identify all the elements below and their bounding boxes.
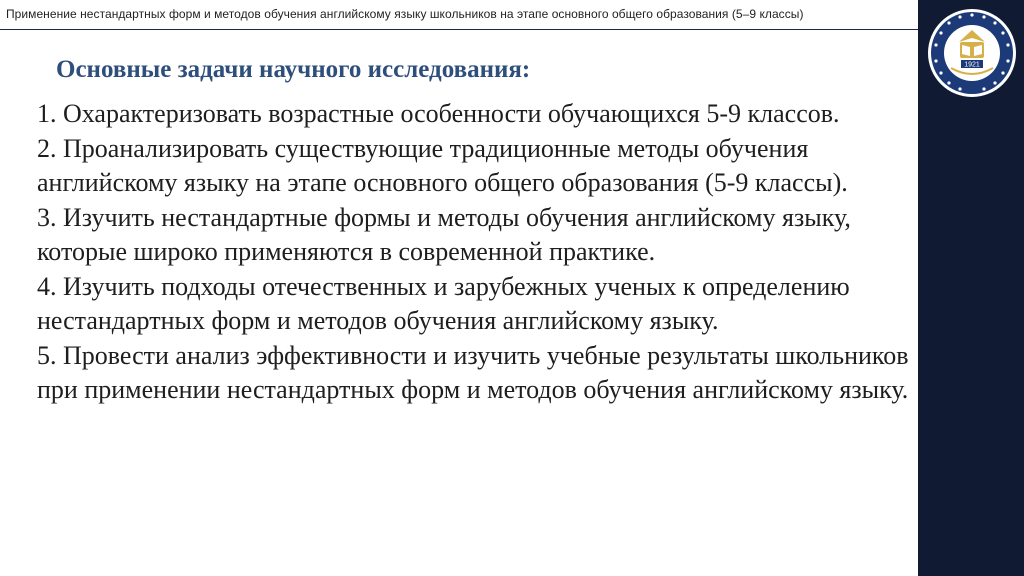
slide-header [0, 0, 918, 30]
slide-title: Основные задачи научного исследования: [56, 56, 531, 83]
university-seal-icon [927, 8, 1017, 98]
task-item-2: 2. Проанализировать существующие традиционные методы обучения английскому языку на этапе основного общего образования (5-9 классы). [37, 133, 848, 197]
header-text: Применение нестандартных форм и методов обучения английскому языку школьников на этапе основного общего образования (5–9 классы) [6, 7, 804, 21]
task-list [37, 97, 917, 408]
task-item-1: 1. Охарактеризовать возрастные особенности обучающихся 5-9 классов. [37, 99, 840, 128]
logo-year: 1921 [964, 61, 980, 69]
task-item-3: 3. Изучить нестандартные формы и методы обучения английскому языку, которые широко применяются в современной практике. [37, 202, 851, 266]
task-item-5: 5. Провести анализ эффективности и изучить учебные результаты школьников при применении нестандартных форм и методов обучения английскому языку. [37, 340, 909, 404]
task-item-4: 4. Изучить подходы отечественных и зарубежных ученых к определению нестандартных форм и методов обучения английскому языку. [37, 271, 850, 335]
